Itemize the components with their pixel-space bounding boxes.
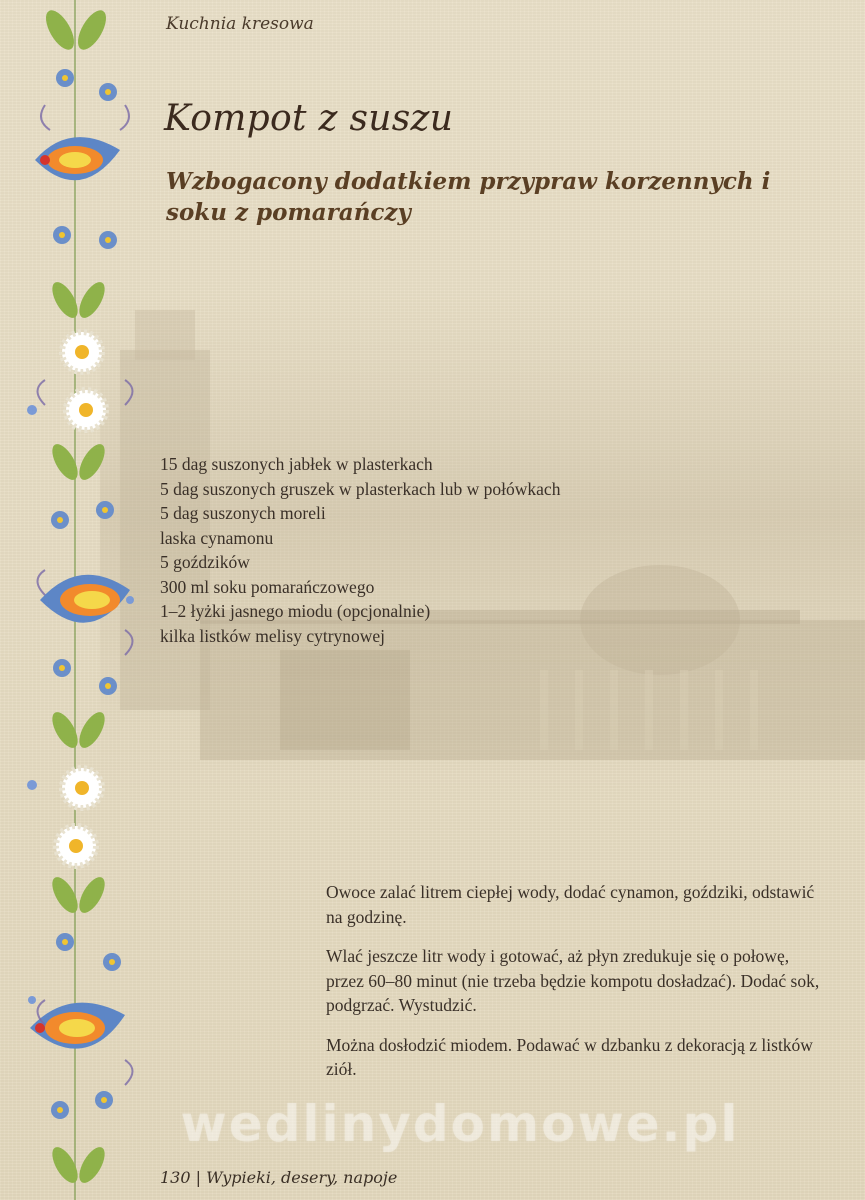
method-section (326, 880, 826, 1097)
floral-border (20, 0, 140, 1200)
recipe-title: Kompot z suszu (164, 98, 454, 139)
ingredient-item: 5 dag suszonych gruszek w plasterkach lub w połówkach (160, 478, 561, 499)
ingredient-item: 5 goździków (160, 552, 250, 572)
watermark: wedlinydomowe.pl (180, 1095, 740, 1153)
method-step: Można dosłodzić miodem. Podawać w dzbanku z dekoracją z listków ziół. (326, 1034, 813, 1079)
ingredient-item: laska cynamonu (160, 527, 274, 548)
ingredient-list (160, 452, 560, 648)
ingredient-item: 5 dag suszonych moreli (160, 503, 326, 523)
method-step: Owoce zalać litrem ciepłej wody, dodać cynamon, goździki, odstawić na godzinę. (326, 882, 815, 927)
ingredient-item: 300 ml soku pomarańczowego (160, 576, 375, 597)
tulip-ornament-1 (35, 137, 120, 180)
tulip-ornament-2 (40, 575, 130, 623)
running-head: Kuchnia kresowa (166, 14, 314, 34)
ingredient-item: 15 dag suszonych jabłek w plasterkach (160, 454, 433, 474)
ingredient-item: kilka listków melisy cytrynowej (160, 625, 386, 646)
page-footer: 130 | Wypieki, desery, napoje (160, 1168, 398, 1187)
recipe-subtitle: Wzbogacony dodatkiem przypraw korzennych i soku z pomarańczy (166, 168, 771, 226)
method-step: Wlać jeszcze litr wody i gotować, aż płyn zredukuje się o połowę, przez 60–80 minut (nie trzeba będzie kompotu dosładzać). Dodać sok, podgrzać. Wystudzić. (326, 946, 820, 1015)
ingredient-item: 1–2 łyżki jasnego miodu (opcjonalnie) (160, 601, 431, 621)
